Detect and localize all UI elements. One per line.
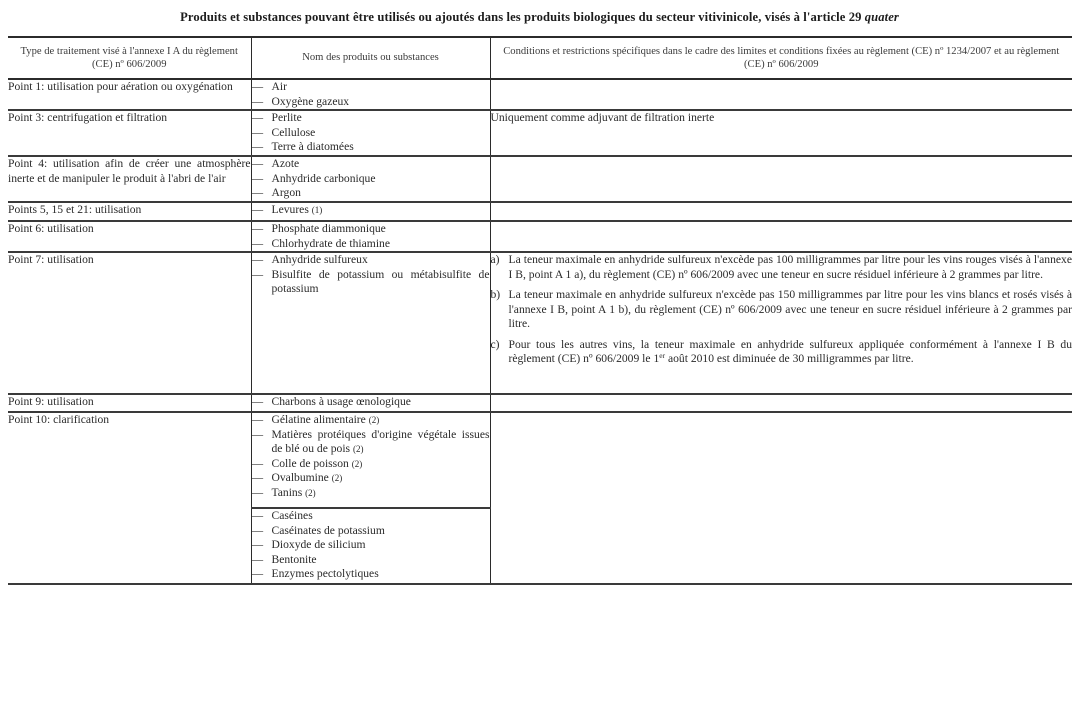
products-cell [251, 394, 490, 412]
conditions-cell: Uniquement comme adjuvant de filtration inerte [490, 110, 1072, 156]
products-cell [251, 508, 490, 584]
dash-icon: — [251, 538, 264, 551]
product-item: — Perlite [251, 111, 302, 124]
footnote-ref: (2) [352, 444, 364, 454]
dash-icon: — [251, 267, 264, 281]
dash-icon: — [251, 171, 264, 185]
products-cell [251, 412, 490, 508]
conditions-cell [490, 221, 1072, 252]
products-cell [251, 156, 490, 202]
condition-item: b) La teneur maximale en anhydride sulfureux n'excède pas 150 milligrammes par litre pour les vins blancs et rosés visés à l'annexe I B, point A 1 b), du règlement (CE) nº 606/2009 avec une teneur en sucre résiduel inférieure à 2 grammes par litre. [490, 288, 1072, 330]
conditions-cell [490, 394, 1072, 412]
header-conditions: Conditions et restrictions spécifiques dans le cadre des limites et conditions fixées au règlement (CE) nº 1234/2007 et au règlement (CE) nº 606/2009 [490, 37, 1072, 79]
product-item: — Colle de poisson (2) [251, 456, 363, 470]
table-row [8, 79, 1072, 110]
treatment-cell: Point 10: clarification [8, 412, 251, 584]
product-item: — Oxygène gazeux [251, 94, 350, 108]
dash-icon: — [251, 485, 264, 499]
treatment-cell: Point 7: utilisation [8, 252, 251, 394]
treatment-cell: Point 9: utilisation [8, 394, 251, 412]
table-row [8, 394, 1072, 412]
dash-icon: — [251, 471, 264, 484]
footnote-ref: (2) [351, 458, 363, 469]
conditions-cell [490, 412, 1072, 508]
treatment-cell: Point 4: utilisation afin de créer une atmosphère inerte et de manipuler le produit à l'abri de l'air [8, 156, 251, 202]
product-item: — Ovalbumine (2) [251, 471, 343, 484]
product-item: — Anhydride carbonique [251, 171, 376, 185]
product-item: — Anhydride sulfureux [251, 253, 368, 266]
header-product-names: Nom des produits ou substances [251, 37, 490, 79]
dash-icon: — [251, 509, 264, 522]
condition-item: a) La teneur maximale en anhydride sulfureux n'excède pas 100 milligrammes par litre pour les vins rouges visés à l'annexe I B, point A 1 a), du règlement (CE) nº 606/2009 avec une teneur en sucre résiduel inférieure à 2 grammes par litre. [490, 253, 1072, 281]
dash-icon: — [251, 111, 264, 124]
product-item: — Bisulfite de potassium ou métabisulfite de potassium [251, 267, 490, 295]
header-row [8, 37, 1072, 79]
products-table [8, 36, 1072, 585]
treatment-cell: Point 1: utilisation pour aération ou oxygénation [8, 79, 251, 110]
dash-icon: — [251, 427, 264, 441]
product-item: — Terre à diatomées [251, 140, 354, 153]
table-row [8, 252, 1072, 394]
dash-icon: — [251, 186, 264, 199]
products-cell [251, 202, 490, 221]
dash-icon: — [251, 157, 264, 170]
product-item: — Matières protéiques d'origine végétale issues de blé ou de pois (2) [251, 427, 490, 455]
table-row [8, 221, 1072, 252]
dash-icon: — [251, 222, 264, 235]
product-item: — Levures (1) [251, 203, 323, 216]
dash-icon: — [251, 552, 264, 566]
footnote-ref: (2) [331, 473, 343, 483]
table-row [8, 202, 1072, 221]
dash-icon: — [251, 140, 264, 153]
conditions-cell [490, 252, 1072, 394]
product-item: — Dioxyde de silicium [251, 538, 366, 551]
product-item: — Cellulose [251, 125, 316, 139]
product-item: — Tanins (2) [251, 485, 316, 499]
dash-icon: — [251, 236, 264, 250]
header-treatment-type: Type de traitement visé à l'annexe I A du règlement (CE) nº 606/2009 [8, 37, 251, 79]
table-row [8, 156, 1072, 202]
product-item: — Azote [251, 157, 300, 170]
superscript: er [659, 351, 666, 360]
table-title: Produits et substances pouvant être utilisés ou ajoutés dans les produits biologiques du secteur vitivinicole, visés à l'article 29 quater [180, 10, 899, 24]
dash-icon: — [251, 567, 264, 580]
dash-icon: — [251, 80, 264, 93]
products-cell [251, 252, 490, 394]
treatment-cell: Point 3: centrifugation et filtration [8, 110, 251, 156]
product-item: — Caséinates de potassium [251, 523, 385, 537]
conditions-cell [490, 79, 1072, 110]
table-row [8, 110, 1072, 156]
treatment-cell: Point 6: utilisation [8, 221, 251, 252]
dash-icon: — [251, 94, 264, 108]
conditions-cell [490, 202, 1072, 221]
dash-icon: — [251, 456, 264, 470]
footnote-ref: (1) [311, 205, 323, 215]
product-item: — Caséines [251, 509, 313, 522]
condition-item: c) Pour tous les autres vins, la teneur maximale en anhydride sulfureux appliquée conformément à l'annexe I B du règlement (CE) nº 606/2009 le 1er août 2010 est diminuée de 30 milligrammes par litre. [490, 337, 1072, 365]
footnote-ref: (2) [305, 487, 316, 498]
conditions-cell [490, 156, 1072, 202]
products-cell [251, 221, 490, 252]
dash-icon: — [251, 413, 264, 426]
products-cell [251, 79, 490, 110]
product-item: — Chlorhydrate de thiamine [251, 236, 390, 250]
product-item: — Enzymes pectolytiques [251, 567, 379, 580]
treatment-cell: Points 5, 15 et 21: utilisation [8, 202, 251, 221]
product-item: — Air [251, 80, 287, 93]
footnote-ref: (2) [368, 415, 380, 425]
dash-icon: — [251, 395, 264, 408]
product-item: — Phosphate diammonique [251, 222, 386, 235]
product-item: — Charbons à usage œnologique [251, 395, 411, 408]
product-item: — Gélatine alimentaire (2) [251, 413, 380, 426]
table-row [8, 412, 1072, 508]
products-cell [251, 110, 490, 156]
dash-icon: — [251, 253, 264, 266]
title-italic: quater [864, 10, 899, 24]
product-item: — Argon [251, 186, 301, 199]
dash-icon: — [251, 203, 264, 216]
dash-icon: — [251, 523, 264, 537]
product-item: — Bentonite [251, 552, 317, 566]
conditions-cell [490, 508, 1072, 584]
dash-icon: — [251, 125, 264, 139]
